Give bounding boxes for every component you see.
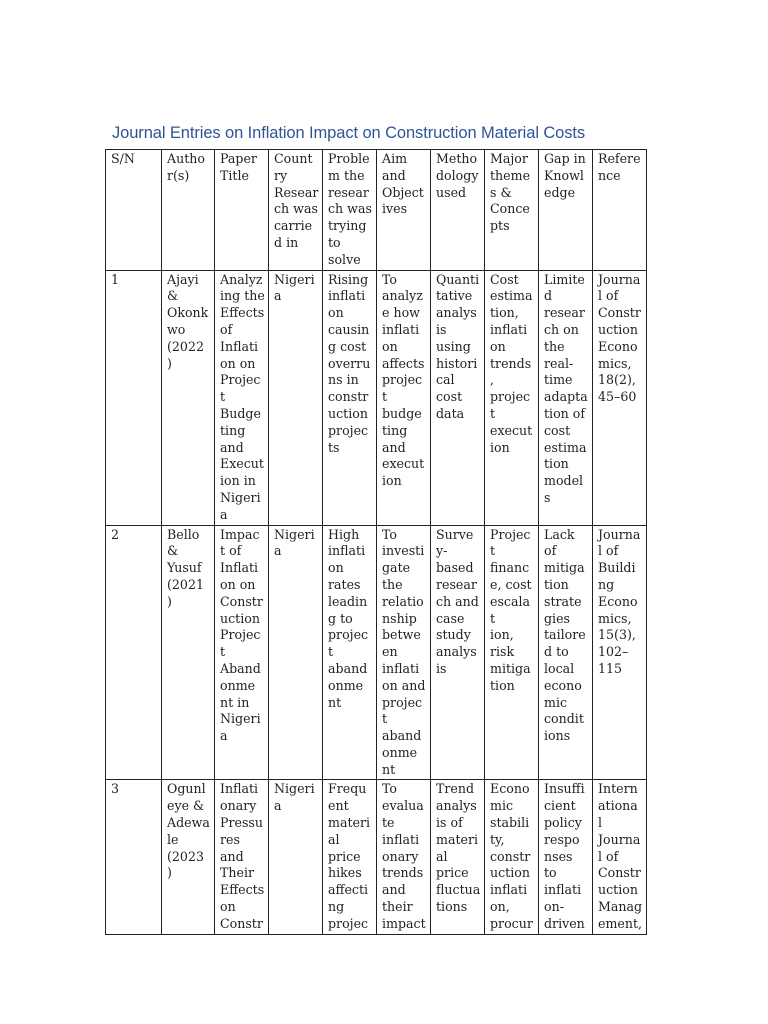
table-cell: To investi gate the relatio nship betwe en inflati on and projec t aband onme nt — [377, 525, 431, 780]
header-cell: Paper Title — [215, 150, 269, 271]
table-cell: 1 — [106, 270, 162, 525]
table-cell: Ajayi & Okonk wo (2022 ) — [162, 270, 215, 525]
header-cell: Count ry Resear ch was carrie d in — [269, 150, 323, 271]
table-cell: Nigeri a — [269, 270, 323, 525]
table-row — [106, 780, 647, 934]
table-cell: Lack of mitiga tion strate gies tailore d to local econo mic condit ions — [539, 525, 593, 780]
table-cell: Projec t financ e, cost escalat ion, risk mitiga tion — [485, 525, 539, 780]
table-cell: Frequ ent materi al price hikes affecti ng projec — [323, 780, 377, 934]
table-cell: Rising inflati on causin g cost overru ns in constr uction projec ts — [323, 270, 377, 525]
header-cell: Metho dology used — [431, 150, 485, 271]
table-cell: Intern ationa l Journa l of Constr uction Manag ement, — [593, 780, 647, 934]
table-cell: Ogunl eye & Adewa le (2023 ) — [162, 780, 215, 934]
table-cell: To evalua te inflati onary trends and their impact — [377, 780, 431, 934]
header-cell: Gap in Knowl edge — [539, 150, 593, 271]
table-cell: 2 — [106, 525, 162, 780]
table-cell: 3 — [106, 780, 162, 934]
table-cell: Trend analys is of materi al price fluctua tions — [431, 780, 485, 934]
table-cell: Econo mic stabili ty, constr uction inflati on, procur — [485, 780, 539, 934]
header-cell: Autho r(s) — [162, 150, 215, 271]
table-cell: To analyz e how inflati on affects projec t budge ting and execut ion — [377, 270, 431, 525]
table-cell: Nigeri a — [269, 780, 323, 934]
table-row — [106, 525, 647, 780]
table-cell: Quanti tative analys is using histori cal cost data — [431, 270, 485, 525]
header-cell: Refere nce — [593, 150, 647, 271]
table-cell: Bello & Yusuf (2021 ) — [162, 525, 215, 780]
document-title: Journal Entries on Inflation Impact on Construction Material Costs — [112, 124, 586, 142]
header-cell: Proble m the resear ch was trying to solve — [323, 150, 377, 271]
header-cell: Major theme s & Conce pts — [485, 150, 539, 271]
table-cell: Impac t of Inflati on on Constr uction Projec t Aband onme nt in Nigeri a — [215, 525, 269, 780]
table-cell: Insuffi cient policy respo nses to inflati on- driven — [539, 780, 593, 934]
header-cell: Aim and Object ives — [377, 150, 431, 271]
table-cell: Analyz ing the Effects of Inflati on on Projec t Budge ting and Execut ion in Nigeri a — [215, 270, 269, 525]
table-header-row — [106, 150, 647, 271]
table-cell: Surve y- based resear ch and case study analys is — [431, 525, 485, 780]
table-cell: Journa l of Buildi ng Econo mics, 15(3), 102– 115 — [593, 525, 647, 780]
table-cell: High inflati on rates leadin g to projec t aband onme nt — [323, 525, 377, 780]
table-row — [106, 270, 647, 525]
table-cell: Inflati onary Pressu res and Their Effects on Constr — [215, 780, 269, 934]
literature-review-table — [105, 149, 647, 935]
table-cell: Nigeri a — [269, 525, 323, 780]
table-cell: Cost estima tion, inflati on trends , projec t execut ion — [485, 270, 539, 525]
table-cell: Limite d resear ch on the real- time adapta tion of cost estima tion model s — [539, 270, 593, 525]
header-cell: S/N — [106, 150, 162, 271]
table-cell: Journa l of Constr uction Econo mics, 18(2), 45–60 — [593, 270, 647, 525]
